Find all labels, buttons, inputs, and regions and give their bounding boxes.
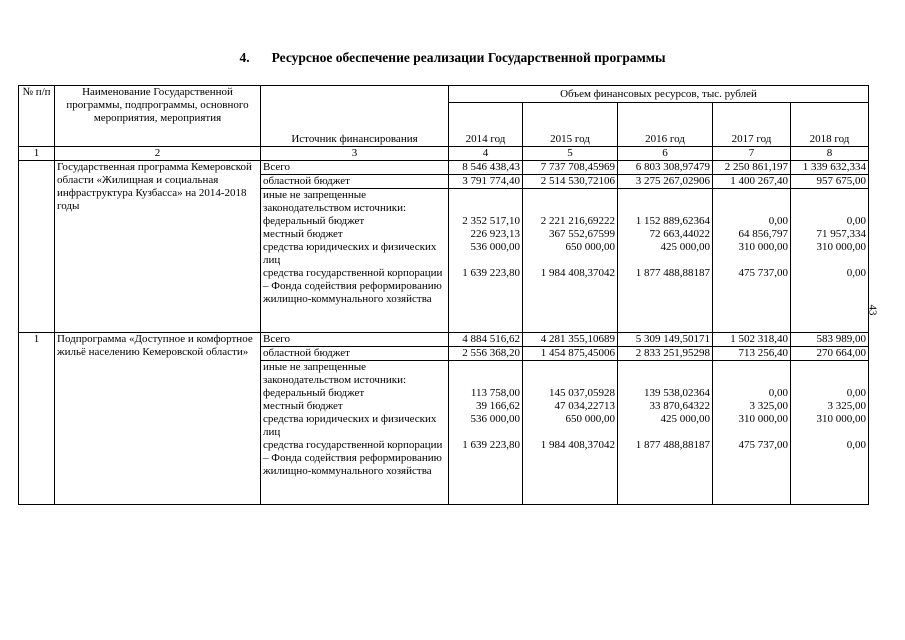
value-cell: 713 256,40 [713,347,791,361]
source-local: местный бюджет [263,228,343,240]
value-cell: 1 877 488,88187 [635,439,710,451]
column-number: 6 [618,147,713,161]
row-number [19,161,55,333]
program-name: Государственная программа Кемеровской области «Жилищная и социальная инфраструктура Кузбасса» на 2014-2018 годы [55,161,261,333]
value-column [713,189,791,333]
value-cell: 536 000,00 [470,413,520,425]
header-year: 2018 год [791,103,869,147]
value-cell: 1 400 267,40 [713,175,791,189]
section-title-text: Ресурсное обеспечение реализации Государственной программы [271,50,666,65]
value-cell: 72 663,44022 [649,228,710,240]
value-cell: 1 984 408,37042 [540,267,615,279]
value-cell: 2 221 216,69222 [540,215,615,227]
value-cell: 270 664,00 [791,347,869,361]
value-cell: 1 639 223,80 [462,267,520,279]
section-number: 4. [239,50,250,65]
source-other-heading: иные не запрещенные законодательством источники: [263,361,407,386]
value-column [713,361,791,505]
value-cell: 0,00 [768,215,788,227]
value-column [618,189,713,333]
column-number: 3 [261,147,449,161]
value-cell: 33 870,64322 [649,400,710,412]
column-number-row [19,147,869,161]
column-number: 1 [19,147,55,161]
value-cell: 39 166,62 [476,400,520,412]
table-row [19,161,869,175]
value-cell: 2 833 251,95298 [618,347,713,361]
value-cell: 0,00 [768,387,788,399]
source-federal: федеральный бюджет [263,215,365,227]
value-cell: 1 502 318,40 [713,333,791,347]
value-cell: 2 352 517,10 [462,215,520,227]
value-cell: 0,00 [846,439,866,451]
value-cell: 3 791 774,40 [449,175,523,189]
value-cell: 4 281 355,10689 [523,333,618,347]
value-cell: 310 000,00 [738,413,788,425]
value-cell: 2 250 861,197 [713,161,791,175]
source-regional: областной бюджет [261,347,449,361]
value-cell: 3 275 267,02906 [618,175,713,189]
value-cell: 47 034,22713 [554,400,615,412]
value-cell: 145 037,05928 [549,387,615,399]
value-cell: 6 803 308,97479 [618,161,713,175]
value-cell: 3 325,00 [749,400,788,412]
source-legal-entities: средства юридических и физических лиц [263,241,437,266]
value-cell: 2 556 368,20 [449,347,523,361]
column-number: 7 [713,147,791,161]
value-cell: 583 989,00 [791,333,869,347]
value-cell: 1 339 632,334 [791,161,869,175]
resource-table [18,85,869,505]
value-cell: 1 639 223,80 [462,439,520,451]
column-number: 5 [523,147,618,161]
value-cell: 1 877 488,88187 [635,267,710,279]
header-year: 2016 год [618,103,713,147]
value-cell: 113 758,00 [470,387,520,399]
column-number: 8 [791,147,869,161]
header-num: № п/п [19,86,55,147]
value-cell: 0,00 [846,387,866,399]
page-number: 43 [866,304,879,316]
value-cell: 4 884 516,62 [449,333,523,347]
source-legal-entities: средства юридических и физических лиц [263,413,437,438]
source-total: Всего [261,161,449,175]
source-housing-fund: средства государственной корпорации – Фонда содействия реформированию жилищно-коммунального хозяйства [263,439,443,477]
column-number: 4 [449,147,523,161]
table-row [19,333,869,347]
value-cell: 71 957,334 [816,228,866,240]
value-cell: 310 000,00 [738,241,788,253]
value-cell: 650 000,00 [565,413,615,425]
source-housing-fund: средства государственной корпорации – Фонда содействия реформированию жилищно-коммунального хозяйства [263,267,443,305]
source-regional: областной бюджет [261,175,449,189]
value-column [449,361,523,505]
value-cell: 310 000,00 [816,241,866,253]
value-cell: 475 737,00 [738,439,788,451]
source-total: Всего [261,333,449,347]
value-cell: 1 984 408,37042 [540,439,615,451]
value-cell: 7 737 708,45969 [523,161,618,175]
column-number: 2 [55,147,261,161]
value-cell: 475 737,00 [738,267,788,279]
header-year: 2017 год [713,103,791,147]
value-cell: 650 000,00 [565,241,615,253]
value-cell: 367 552,67599 [549,228,615,240]
value-column [791,361,869,505]
value-column [523,361,618,505]
header-name: Наименование Государственной программы, подпрограммы, основного мероприятия, мероприятия [55,86,261,147]
row-number: 1 [19,333,55,505]
header-volume: Объем финансовых ресурсов, тыс. рублей [449,86,869,103]
value-cell: 64 856,797 [738,228,788,240]
value-cell: 425 000,00 [660,413,710,425]
source-other-list [261,189,449,333]
value-cell: 2 514 530,72106 [523,175,618,189]
value-cell: 8 546 438,43 [449,161,523,175]
value-cell: 1 454 875,45006 [523,347,618,361]
header-source: Источник финансирования [261,86,449,147]
section-title [0,50,905,66]
value-column [523,189,618,333]
header-year: 2014 год [449,103,523,147]
value-column [618,361,713,505]
value-cell: 310 000,00 [816,413,866,425]
source-other-list [261,361,449,505]
value-cell: 226 923,13 [470,228,520,240]
source-other-heading: иные не запрещенные законодательством источники: [263,189,407,214]
source-local: местный бюджет [263,400,343,412]
value-cell: 425 000,00 [660,241,710,253]
header-year: 2015 год [523,103,618,147]
value-column [791,189,869,333]
value-cell: 1 152 889,62364 [635,215,710,227]
value-column [449,189,523,333]
value-cell: 957 675,00 [791,175,869,189]
value-cell: 3 325,00 [827,400,866,412]
value-cell: 139 538,02364 [644,387,710,399]
program-name: Подпрограмма «Доступное и комфортное жильё населению Кемеровской области» [55,333,261,505]
value-cell: 0,00 [846,267,866,279]
source-federal: федеральный бюджет [263,387,365,399]
value-cell: 0,00 [846,215,866,227]
value-cell: 5 309 149,50171 [618,333,713,347]
value-cell: 536 000,00 [470,241,520,253]
